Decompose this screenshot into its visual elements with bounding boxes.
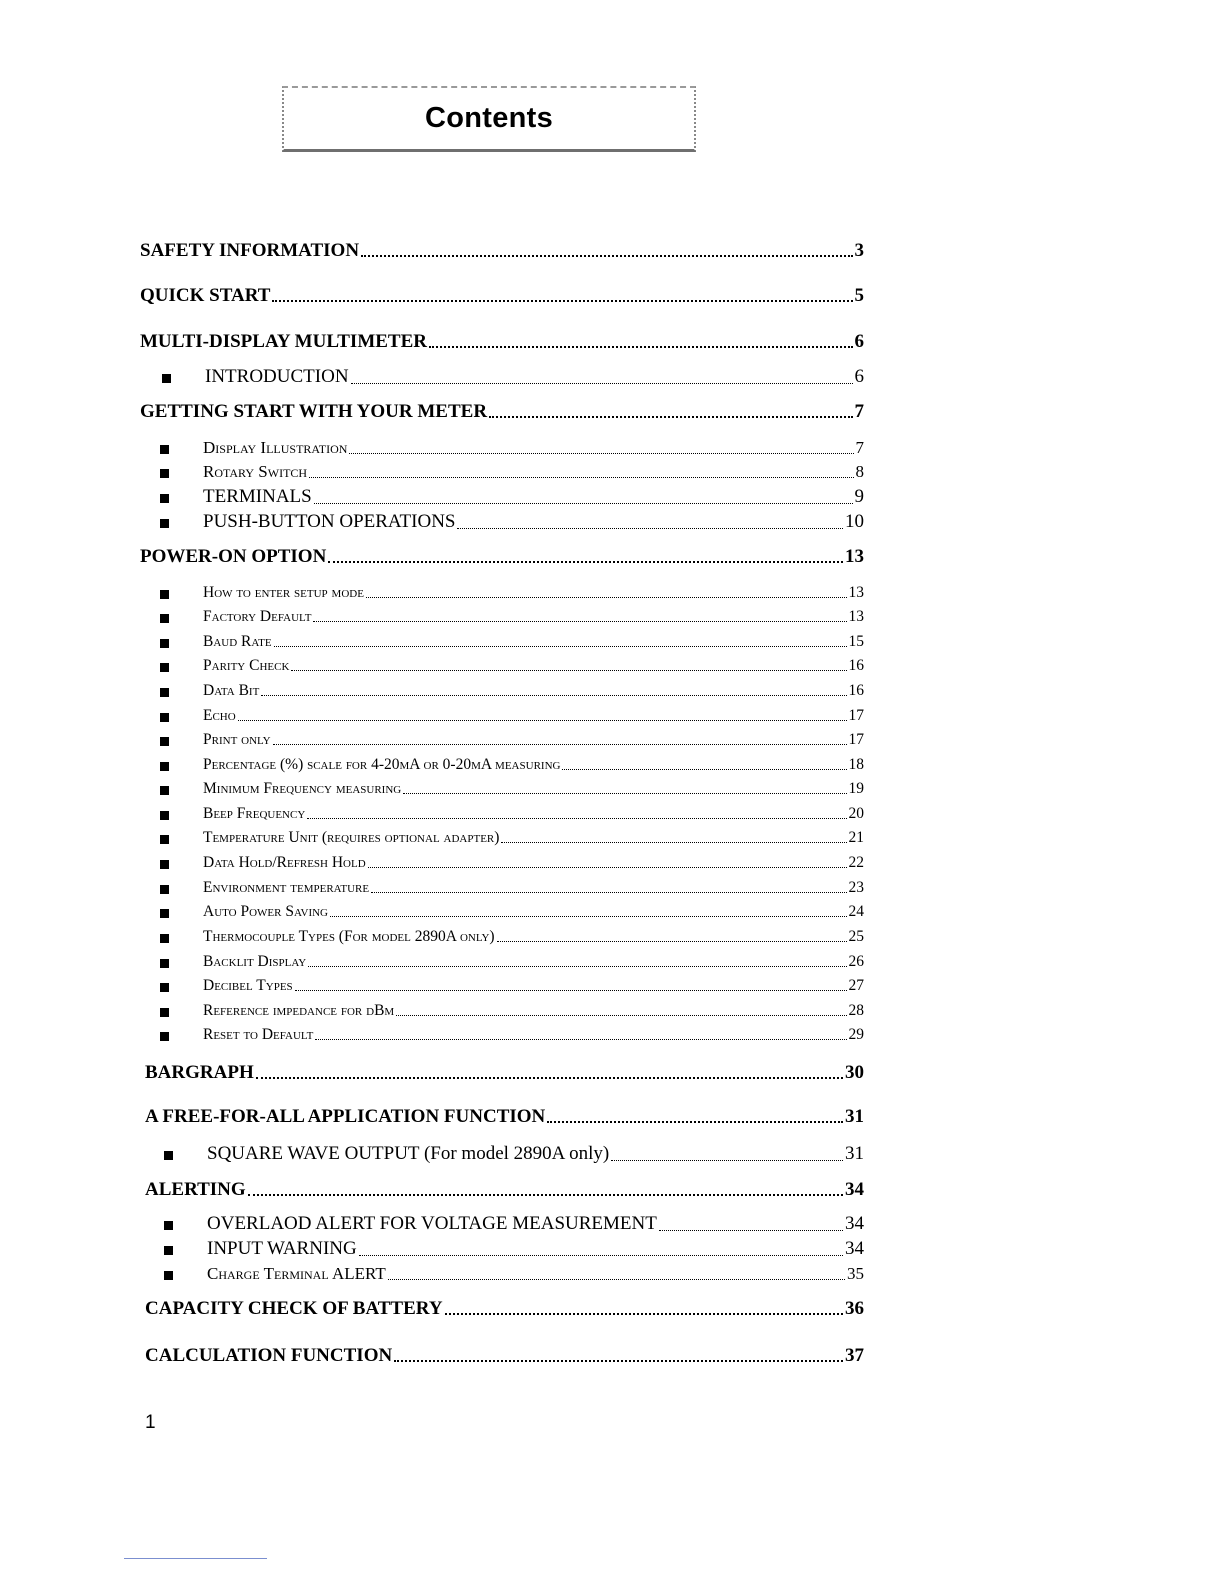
toc-entry-thermocouple-types[interactable] — [160, 928, 864, 946]
leader-dots — [309, 477, 853, 478]
toc-page: 26 — [848, 953, 864, 970]
leader-dots — [274, 646, 847, 647]
toc-label: Display Illustration — [203, 438, 348, 457]
leader-dots — [291, 670, 846, 671]
bullet-icon — [164, 1151, 173, 1160]
toc-entry-push-button-operations[interactable] — [160, 511, 864, 533]
toc-page: 37 — [845, 1345, 864, 1366]
toc-page: 34 — [845, 1179, 864, 1200]
toc-page: 23 — [848, 879, 864, 896]
toc-label: Factory Default — [203, 608, 312, 625]
toc-page: 5 — [854, 285, 864, 306]
bullet-icon — [160, 835, 169, 844]
toc-entry-minimum-frequency[interactable] — [160, 780, 864, 798]
leader-dots — [308, 966, 846, 967]
toc-page: 31 — [845, 1143, 864, 1164]
leader-dots — [248, 1194, 843, 1196]
toc-label: Echo — [203, 707, 236, 724]
bullet-icon — [160, 519, 169, 528]
toc-label: Charge Terminal ALERT — [207, 1264, 386, 1283]
contents-title-box — [282, 86, 696, 152]
bullet-icon — [160, 590, 169, 599]
leader-dots — [489, 416, 852, 418]
toc-entry-baud-rate[interactable] — [160, 633, 864, 651]
bullet-icon — [164, 1246, 173, 1255]
toc-label: Beep Frequency — [203, 805, 306, 822]
toc-entry-percentage-scale[interactable] — [160, 756, 864, 774]
bullet-icon — [160, 713, 169, 722]
toc-label: Data Bit — [203, 682, 260, 699]
leader-dots — [256, 1077, 843, 1079]
toc-page: 24 — [848, 903, 864, 920]
leader-dots — [238, 720, 847, 721]
leader-dots — [611, 1160, 843, 1161]
page-title: Contents — [424, 102, 554, 134]
toc-label: Reference impedance for dBm — [203, 1002, 395, 1019]
leader-dots — [314, 503, 853, 504]
toc-label: CALCULATION FUNCTION — [145, 1345, 393, 1366]
toc-entry-reset-to-default[interactable] — [160, 1026, 864, 1044]
toc-entry-parity-check[interactable] — [160, 657, 864, 675]
toc-page: 28 — [848, 1002, 864, 1019]
toc-page: 13 — [848, 608, 864, 625]
toc-label: Data Hold/Refresh Hold — [203, 854, 366, 871]
toc-entry-environment-temperature[interactable] — [160, 879, 864, 897]
toc-page: 19 — [848, 780, 864, 797]
toc-label: OVERLAOD ALERT FOR VOLTAGE MEASUREMENT — [207, 1213, 657, 1234]
leader-dots — [659, 1230, 843, 1231]
toc-entry-quick-start[interactable] — [140, 285, 864, 307]
toc-page: 16 — [848, 657, 864, 674]
bullet-icon — [160, 614, 169, 623]
toc-entry-temperature-unit[interactable] — [160, 829, 864, 847]
leader-dots — [445, 1313, 843, 1315]
bullet-icon — [160, 663, 169, 672]
toc-entry-bargraph[interactable] — [145, 1062, 864, 1084]
toc-page: 17 — [848, 731, 864, 748]
toc-entry-introduction[interactable] — [162, 366, 864, 388]
leader-dots — [396, 1015, 846, 1016]
leader-dots — [359, 1255, 843, 1256]
toc-label: Minimum Frequency measuring — [203, 780, 402, 797]
leader-dots — [547, 1121, 843, 1123]
toc-entry-square-wave-output[interactable] — [164, 1143, 864, 1165]
toc-label: Decibel Types — [203, 977, 293, 994]
toc-label: BARGRAPH — [145, 1062, 254, 1083]
toc-label: QUICK START — [140, 285, 271, 306]
leader-dots — [497, 941, 847, 942]
bullet-icon — [160, 811, 169, 820]
toc-entry-display-illustration[interactable] — [160, 438, 864, 458]
toc-entry-data-hold[interactable] — [160, 854, 864, 872]
bullet-icon — [162, 374, 171, 383]
leader-dots — [429, 346, 852, 348]
toc-entry-multi-display-multimeter[interactable] — [140, 331, 864, 353]
toc-label: INTRODUCTION — [205, 366, 349, 387]
leader-dots — [371, 892, 846, 893]
toc-entry-capacity-check[interactable] — [145, 1298, 864, 1320]
bullet-icon — [160, 959, 169, 968]
leader-dots — [403, 793, 846, 794]
leader-dots — [457, 528, 843, 529]
toc-label: Rotary Switch — [203, 462, 308, 481]
toc-entry-echo[interactable] — [160, 707, 864, 725]
bullet-icon — [160, 885, 169, 894]
leader-dots — [388, 1279, 845, 1280]
toc-entry-charge-terminal-alert[interactable] — [164, 1264, 864, 1284]
toc-page: 30 — [845, 1062, 864, 1083]
toc-label: SQUARE WAVE OUTPUT (For model 2890A only) — [207, 1143, 610, 1164]
bullet-icon — [160, 786, 169, 795]
toc-entry-how-to-enter-setup-mode[interactable] — [160, 584, 864, 602]
toc-entry-alerting[interactable] — [145, 1179, 864, 1201]
toc-page: 3 — [854, 240, 864, 261]
toc-page: 6 — [854, 331, 864, 352]
toc-page: 7 — [854, 401, 864, 422]
toc-entry-input-warning[interactable] — [164, 1238, 864, 1260]
toc-label: GETTING START WITH YOUR METER — [140, 401, 488, 422]
bullet-icon — [160, 737, 169, 746]
toc-entry-terminals[interactable] — [160, 486, 864, 508]
toc-entry-print-only[interactable] — [160, 731, 864, 749]
toc-page: 36 — [845, 1298, 864, 1319]
toc-label: TERMINALS — [203, 486, 312, 507]
bullet-icon — [160, 1008, 169, 1017]
toc-label: Baud Rate — [203, 633, 272, 650]
leader-dots — [273, 744, 847, 745]
toc-label: How to enter setup mode — [203, 584, 364, 601]
bullet-icon — [160, 762, 169, 771]
bullet-icon — [160, 909, 169, 918]
bullet-icon — [160, 639, 169, 648]
toc-entry-decibel-types[interactable] — [160, 977, 864, 995]
toc-label: CAPACITY CHECK OF BATTERY — [145, 1298, 443, 1319]
toc-entry-safety-information[interactable] — [140, 240, 864, 262]
toc-label: PUSH-BUTTON OPERATIONS — [203, 511, 456, 532]
leader-dots — [315, 1039, 846, 1040]
bullet-icon — [160, 860, 169, 869]
toc-label: Temperature Unit (requires optional adapter) — [203, 829, 500, 846]
leader-dots — [368, 867, 847, 868]
toc-page: 10 — [845, 511, 864, 532]
toc-page: 34 — [845, 1213, 864, 1234]
leader-dots — [295, 990, 847, 991]
leader-dots — [366, 597, 847, 598]
leader-dots — [272, 300, 852, 302]
bullet-icon — [164, 1271, 173, 1280]
leader-dots — [562, 769, 846, 770]
toc-page: 21 — [848, 829, 864, 846]
toc-page: 9 — [854, 486, 864, 507]
toc-page: 27 — [848, 977, 864, 994]
toc-entry-backlit-display[interactable] — [160, 953, 864, 971]
bullet-icon — [160, 1032, 169, 1041]
toc-label: Environment temperature — [203, 879, 370, 896]
toc-entry-overload-alert[interactable] — [164, 1213, 864, 1235]
toc-page: 25 — [848, 928, 864, 945]
leader-dots — [351, 383, 853, 384]
toc-entry-rotary-switch[interactable] — [160, 462, 864, 482]
toc-entry-getting-start[interactable] — [140, 401, 864, 423]
leader-dots — [349, 453, 853, 454]
toc-entry-auto-power-saving[interactable] — [160, 903, 864, 921]
toc-label: A FREE-FOR-ALL APPLICATION FUNCTION — [145, 1106, 546, 1127]
scan-artifact-line — [124, 1558, 267, 1559]
leader-dots — [313, 621, 846, 622]
toc-page: 29 — [848, 1026, 864, 1043]
bullet-icon — [160, 494, 169, 503]
toc-page: 35 — [847, 1264, 864, 1283]
toc-page: 6 — [854, 366, 864, 387]
toc-page: 15 — [848, 633, 864, 650]
toc-label: ALERTING — [145, 1179, 246, 1200]
toc-entry-data-bit[interactable] — [160, 682, 864, 700]
toc-label: POWER-ON OPTION — [140, 546, 327, 567]
leader-dots — [307, 818, 846, 819]
toc-label: MULTI-DISPLAY MULTIMETER — [140, 331, 428, 352]
bullet-icon — [160, 983, 169, 992]
toc-label: INPUT WARNING — [207, 1238, 357, 1259]
toc-page: 17 — [848, 707, 864, 724]
toc-page: 22 — [848, 854, 864, 871]
toc-page: 31 — [845, 1106, 864, 1127]
toc-page: 16 — [848, 682, 864, 699]
bullet-icon — [160, 445, 169, 454]
toc-label: SAFETY INFORMATION — [140, 240, 360, 261]
leader-dots — [501, 842, 846, 843]
toc-entry-beep-frequency[interactable] — [160, 805, 864, 823]
toc-entry-free-for-all[interactable] — [145, 1106, 864, 1128]
toc-label: Percentage (%) scale for 4-20mA or 0-20mA measuring — [203, 756, 561, 773]
toc-page: 20 — [848, 805, 864, 822]
bullet-icon — [164, 1221, 173, 1230]
toc-page: 13 — [848, 584, 864, 601]
toc-label: Backlit Display — [203, 953, 307, 970]
bullet-icon — [160, 934, 169, 943]
bullet-icon — [160, 688, 169, 697]
toc-entry-factory-default[interactable] — [160, 608, 864, 626]
leader-dots — [261, 695, 846, 696]
leader-dots — [328, 561, 843, 563]
toc-label: Reset to Default — [203, 1026, 314, 1043]
leader-dots — [394, 1360, 843, 1362]
page-number: 1 — [145, 1412, 156, 1433]
toc-page: 34 — [845, 1238, 864, 1259]
leader-dots — [361, 255, 852, 257]
bullet-icon — [160, 469, 169, 478]
toc-entry-calculation-function[interactable] — [145, 1345, 864, 1367]
leader-dots — [330, 916, 847, 917]
toc-label: Auto Power Saving — [203, 903, 328, 920]
toc-label: Thermocouple Types (For model 2890A only) — [203, 928, 495, 945]
toc-page: 18 — [848, 756, 864, 773]
toc-label: Parity Check — [203, 657, 290, 674]
toc-page: 13 — [845, 546, 864, 567]
toc-page: 8 — [855, 462, 864, 481]
toc-entry-power-on-option[interactable] — [140, 546, 864, 568]
toc-page: 7 — [855, 438, 864, 457]
toc-label: Print only — [203, 731, 271, 748]
toc-entry-reference-impedance[interactable] — [160, 1002, 864, 1020]
